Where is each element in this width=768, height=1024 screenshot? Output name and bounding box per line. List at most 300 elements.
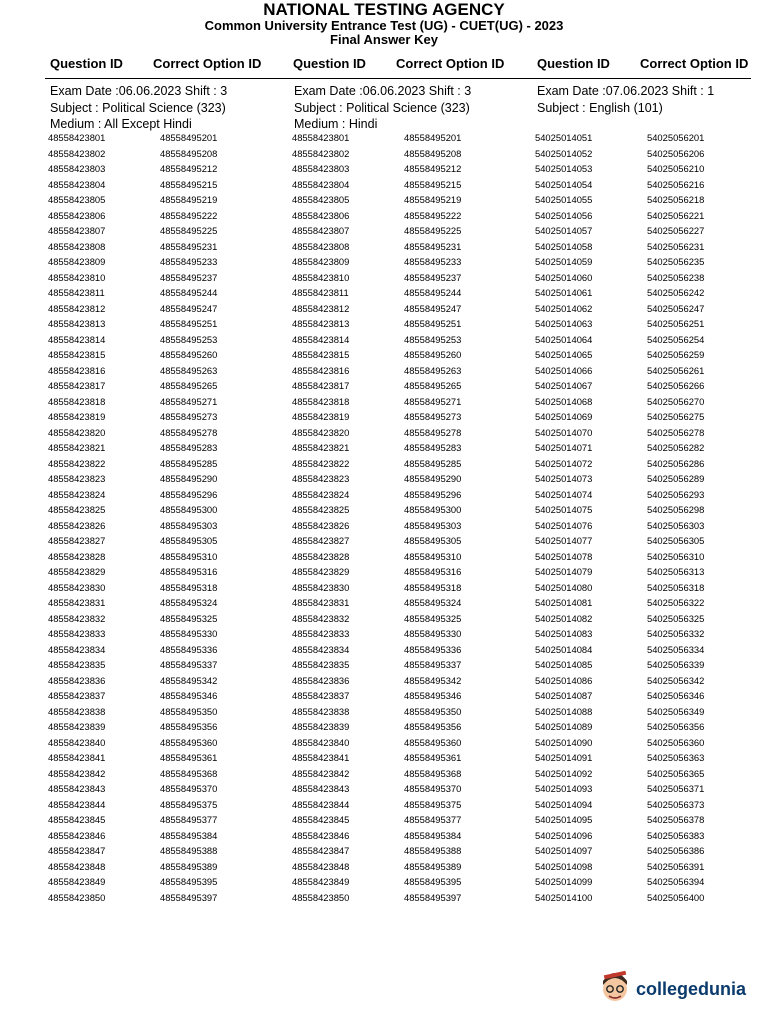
page-title: NATIONAL TESTING AGENCY	[263, 0, 505, 19]
header-divider	[45, 78, 751, 79]
table-row	[48, 270, 278, 286]
question-id-cell: 54025014061	[535, 287, 593, 298]
table-row	[535, 177, 765, 193]
table-row	[535, 750, 765, 766]
question-id-cell: 48558423812	[292, 302, 350, 314]
question-id-cell: 48558423830	[292, 581, 350, 593]
table-row	[48, 409, 278, 425]
section-subject: Subject : Political Science (323)	[50, 100, 226, 115]
question-id-cell: 48558423834	[292, 643, 350, 655]
collegedunia-logo-icon	[598, 967, 632, 1007]
table-row	[48, 502, 278, 518]
question-id-cell: 48558423842	[48, 767, 106, 779]
correct-option-id-cell: 48558495397	[160, 891, 218, 903]
correct-option-id-cell: 54025056339	[647, 659, 705, 670]
table-row	[535, 859, 765, 875]
correct-option-id-cell: 54025056254	[647, 333, 705, 345]
question-id-cell: 54025014098	[535, 860, 593, 872]
section-medium: Medium : Hindi	[294, 117, 378, 131]
question-id-cell: 54025014072	[535, 457, 593, 469]
correct-option-id-cell: 48558495222	[160, 209, 218, 221]
question-id-cell: 54025014068	[535, 395, 593, 407]
correct-option-id-cell: 48558495377	[160, 814, 218, 825]
question-id-cell: 48558423848	[292, 860, 350, 872]
table-row	[292, 161, 522, 177]
question-id-cell: 54025014093	[535, 783, 593, 794]
table-row	[535, 394, 765, 410]
table-row	[292, 409, 522, 425]
question-id-cell: 48558423802	[292, 147, 350, 159]
correct-option-id-cell: 54025056305	[647, 535, 705, 546]
question-id-cell: 54025014054	[535, 178, 593, 190]
table-row	[48, 673, 278, 689]
question-id-cell: 48558423813	[292, 318, 350, 329]
question-id-cell: 48558423826	[48, 519, 106, 531]
correct-option-id-cell: 48558495290	[160, 473, 218, 484]
correct-option-id-cell: 54025056342	[647, 674, 705, 686]
correct-option-id-cell: 48558495395	[404, 876, 462, 887]
correct-option-id-cell: 48558495346	[160, 690, 218, 701]
question-id-cell: 48558423830	[48, 581, 106, 593]
table-row	[48, 146, 278, 162]
question-id-cell: 48558423826	[292, 519, 350, 531]
table-row	[48, 533, 278, 549]
section-medium: Medium : All Except Hindi	[50, 117, 192, 131]
correct-option-id-cell: 54025056383	[647, 829, 705, 841]
correct-option-id-cell: 48558495325	[404, 612, 462, 624]
table-row	[292, 750, 522, 766]
correct-option-id-cell: 48558495389	[404, 860, 462, 872]
question-id-cell: 48558423825	[292, 504, 350, 515]
table-row	[292, 595, 522, 611]
question-id-cell: 48558423844	[292, 798, 350, 810]
question-id-cell: 48558423824	[292, 488, 350, 500]
correct-option-id-cell: 48558495397	[404, 891, 462, 903]
table-row	[48, 316, 278, 332]
correct-option-id-cell: 48558495303	[404, 519, 462, 531]
question-id-cell: 48558423804	[48, 178, 106, 190]
correct-option-id-cell: 48558495215	[160, 178, 218, 190]
table-row	[535, 657, 765, 673]
question-id-cell: 48558423848	[48, 860, 106, 872]
section-subject: Subject : Political Science (323)	[294, 100, 470, 115]
question-id-cell: 48558423816	[48, 364, 106, 376]
question-id-cell: 54025014081	[535, 597, 593, 608]
table-row	[535, 161, 765, 177]
correct-option-id-cell: 54025056259	[647, 349, 705, 360]
question-id-cell: 48558423815	[48, 349, 106, 360]
correct-option-id-cell: 48558495388	[160, 845, 218, 856]
table-row	[292, 316, 522, 332]
answer-rows-section-1	[48, 130, 278, 905]
question-id-cell: 48558423822	[48, 457, 106, 469]
answer-rows-section-3	[535, 130, 765, 905]
table-row	[292, 239, 522, 255]
correct-option-id-cell: 48558495303	[160, 519, 218, 531]
table-row	[48, 781, 278, 797]
question-id-cell: 48558423815	[292, 349, 350, 360]
question-id-cell: 48558423837	[48, 690, 106, 701]
correct-option-id-cell: 48558495253	[160, 333, 218, 345]
table-row	[535, 409, 765, 425]
table-row	[292, 611, 522, 627]
correct-option-id-cell: 48558495283	[404, 442, 462, 453]
table-row	[535, 192, 765, 208]
question-id-cell: 48558423818	[48, 395, 106, 407]
question-id-cell: 54025014071	[535, 442, 593, 453]
question-id-cell: 48558423817	[292, 380, 350, 391]
question-id-cell: 54025014066	[535, 364, 593, 376]
table-row	[48, 657, 278, 673]
table-row	[48, 812, 278, 828]
table-row	[48, 797, 278, 813]
correct-option-id-cell: 48558495300	[404, 504, 462, 515]
question-id-cell: 48558423838	[292, 705, 350, 717]
question-id-cell: 48558423818	[292, 395, 350, 407]
correct-option-id-cell: 54025056218	[647, 194, 705, 205]
table-row	[535, 595, 765, 611]
correct-option-id-cell: 54025056400	[647, 891, 705, 903]
correct-option-id-cell: 54025056242	[647, 287, 705, 298]
table-row	[292, 673, 522, 689]
correct-option-id-cell: 54025056216	[647, 178, 705, 190]
table-row	[292, 688, 522, 704]
correct-option-id-cell: 48558495237	[404, 271, 462, 283]
page-subtitle: Common University Entrance Test (UG) - CUET(UG) - 2023	[204, 18, 564, 33]
table-row	[535, 425, 765, 441]
table-row	[292, 735, 522, 751]
table-row	[292, 285, 522, 301]
table-row	[535, 812, 765, 828]
correct-option-id-cell: 48558495370	[160, 783, 218, 794]
question-id-cell: 54025014097	[535, 845, 593, 856]
table-row	[292, 580, 522, 596]
question-id-cell: 48558423840	[48, 736, 106, 748]
question-id-cell: 54025014052	[535, 147, 593, 159]
table-row	[48, 564, 278, 580]
table-row	[48, 192, 278, 208]
table-row	[535, 332, 765, 348]
table-row	[535, 363, 765, 379]
correct-option-id-cell: 48558495208	[404, 147, 462, 159]
question-id-cell: 54025014084	[535, 643, 593, 655]
correct-option-id-cell: 54025056346	[647, 690, 705, 701]
question-id-cell: 48558423825	[48, 504, 106, 515]
correct-option-id-cell: 48558495271	[404, 395, 462, 407]
table-row	[292, 719, 522, 735]
table-row	[535, 301, 765, 317]
answer-key-heading: Final Answer Key	[330, 32, 438, 47]
question-id-cell: 54025014094	[535, 798, 593, 810]
column-headers	[0, 56, 768, 72]
correct-option-id-cell: 48558495237	[160, 271, 218, 283]
section-subject: Subject : English (101)	[537, 100, 663, 115]
question-id-cell: 48558423810	[48, 271, 106, 283]
question-id-cell: 48558423842	[292, 767, 350, 779]
question-id-cell: 48558423844	[48, 798, 106, 810]
correct-option-id-cell: 54025056247	[647, 302, 705, 314]
question-id-cell: 54025014082	[535, 612, 593, 624]
column-header-correct-option-id: Correct Option ID	[640, 56, 749, 71]
question-id-cell: 54025014087	[535, 690, 593, 701]
question-id-cell: 48558423810	[292, 271, 350, 283]
question-id-cell: 48558423808	[48, 240, 106, 252]
table-row	[292, 347, 522, 363]
table-row	[292, 254, 522, 270]
table-row	[535, 890, 765, 906]
correct-option-id-cell: 48558495219	[404, 194, 462, 205]
correct-option-id-cell: 48558495285	[160, 457, 218, 469]
correct-option-id-cell: 54025056235	[647, 256, 705, 267]
correct-option-id-cell: 48558495370	[404, 783, 462, 794]
question-id-cell: 48558423845	[48, 814, 106, 825]
question-id-cell: 54025014056	[535, 209, 593, 221]
correct-option-id-cell: 54025056349	[647, 705, 705, 717]
question-id-cell: 54025014060	[535, 271, 593, 283]
table-row	[48, 440, 278, 456]
table-row	[292, 518, 522, 534]
table-row	[48, 549, 278, 565]
correct-option-id-cell: 48558495225	[160, 225, 218, 236]
question-id-cell: 54025014058	[535, 240, 593, 252]
table-row	[535, 347, 765, 363]
question-id-cell: 48558423820	[292, 426, 350, 438]
section-exam-date: Exam Date :06.06.2023 Shift : 3	[50, 84, 228, 98]
correct-option-id-cell: 54025056360	[647, 736, 705, 748]
correct-option-id-cell: 48558495305	[160, 535, 218, 546]
table-row	[48, 874, 278, 890]
table-row	[292, 657, 522, 673]
correct-option-id-cell: 54025056221	[647, 209, 705, 221]
question-id-cell: 54025014092	[535, 767, 593, 779]
correct-option-id-cell: 48558495278	[404, 426, 462, 438]
correct-option-id-cell: 48558495215	[404, 178, 462, 190]
table-row	[48, 254, 278, 270]
page-header	[0, 0, 768, 47]
correct-option-id-cell: 54025056282	[647, 442, 705, 453]
question-id-cell: 48558423823	[48, 473, 106, 484]
question-id-cell: 48558423809	[48, 256, 106, 267]
question-id-cell: 48558423832	[292, 612, 350, 624]
question-id-cell: 48558423841	[48, 752, 106, 763]
question-id-cell: 54025014057	[535, 225, 593, 236]
table-row	[292, 781, 522, 797]
table-row	[292, 363, 522, 379]
question-id-cell: 54025014064	[535, 333, 593, 345]
question-id-cell: 54025014091	[535, 752, 593, 763]
table-row	[535, 735, 765, 751]
table-row	[292, 890, 522, 906]
correct-option-id-cell: 54025056391	[647, 860, 705, 872]
question-id-cell: 48558423846	[292, 829, 350, 841]
table-row	[48, 859, 278, 875]
table-row	[48, 471, 278, 487]
question-id-cell: 48558423849	[292, 876, 350, 887]
correct-option-id-cell: 54025056201	[647, 132, 705, 143]
correct-option-id-cell: 48558495285	[404, 457, 462, 469]
correct-option-id-cell: 48558495346	[404, 690, 462, 701]
question-id-cell: 54025014062	[535, 302, 593, 314]
correct-option-id-cell: 48558495377	[404, 814, 462, 825]
table-row	[535, 254, 765, 270]
correct-option-id-cell: 48558495273	[160, 411, 218, 422]
correct-option-id-cell: 48558495263	[404, 364, 462, 376]
question-id-cell: 48558423803	[48, 163, 106, 174]
question-id-cell: 48558423821	[292, 442, 350, 453]
question-id-cell: 54025014074	[535, 488, 593, 500]
question-id-cell: 54025014088	[535, 705, 593, 717]
question-id-cell: 48558423822	[292, 457, 350, 469]
table-row	[48, 239, 278, 255]
question-id-cell: 48558423827	[292, 535, 350, 546]
table-row	[292, 456, 522, 472]
answer-rows-section-2	[292, 130, 522, 905]
correct-option-id-cell: 54025056270	[647, 395, 705, 407]
question-id-cell: 48558423843	[292, 783, 350, 794]
table-row	[292, 549, 522, 565]
table-row	[535, 502, 765, 518]
correct-option-id-cell: 48558495395	[160, 876, 218, 887]
question-id-cell: 54025014079	[535, 566, 593, 577]
question-id-cell: 48558423833	[292, 628, 350, 639]
table-row	[48, 363, 278, 379]
correct-option-id-cell: 48558495336	[404, 643, 462, 655]
table-row	[292, 859, 522, 875]
correct-option-id-cell: 48558495316	[160, 566, 218, 577]
correct-option-id-cell: 48558495324	[404, 597, 462, 608]
table-row	[48, 828, 278, 844]
table-row	[48, 688, 278, 704]
correct-option-id-cell: 48558495231	[160, 240, 218, 252]
table-row	[535, 673, 765, 689]
question-id-cell: 48558423807	[292, 225, 350, 236]
column-header-question-id: Question ID	[537, 56, 610, 71]
table-row	[292, 812, 522, 828]
correct-option-id-cell: 48558495244	[404, 287, 462, 298]
question-id-cell: 48558423814	[48, 333, 106, 345]
correct-option-id-cell: 54025056206	[647, 147, 705, 159]
question-id-cell: 54025014055	[535, 194, 593, 205]
table-row	[292, 208, 522, 224]
correct-option-id-cell: 48558495368	[404, 767, 462, 779]
correct-option-id-cell: 48558495296	[160, 488, 218, 500]
correct-option-id-cell: 48558495265	[404, 380, 462, 391]
question-id-cell: 54025014063	[535, 318, 593, 329]
question-id-cell: 54025014090	[535, 736, 593, 748]
table-row	[48, 487, 278, 503]
correct-option-id-cell: 48558495389	[160, 860, 218, 872]
correct-option-id-cell: 48558495201	[160, 132, 218, 143]
table-row	[292, 471, 522, 487]
question-id-cell: 48558423802	[48, 147, 106, 159]
table-row	[535, 487, 765, 503]
question-id-cell: 48558423847	[48, 845, 106, 856]
table-row	[292, 642, 522, 658]
correct-option-id-cell: 48558495208	[160, 147, 218, 159]
correct-option-id-cell: 54025056365	[647, 767, 705, 779]
table-row	[535, 781, 765, 797]
question-id-cell: 54025014051	[535, 132, 593, 143]
correct-option-id-cell: 48558495356	[404, 721, 462, 732]
table-row	[292, 502, 522, 518]
correct-option-id-cell: 48558495253	[404, 333, 462, 345]
table-row	[48, 580, 278, 596]
question-id-cell: 48558423835	[48, 659, 106, 670]
question-id-cell: 48558423807	[48, 225, 106, 236]
correct-option-id-cell: 48558495330	[160, 628, 218, 639]
correct-option-id-cell: 48558495361	[404, 752, 462, 763]
table-row	[48, 456, 278, 472]
correct-option-id-cell: 48558495316	[404, 566, 462, 577]
correct-option-id-cell: 48558495368	[160, 767, 218, 779]
table-row	[535, 456, 765, 472]
table-row	[292, 797, 522, 813]
correct-option-id-cell: 54025056325	[647, 612, 705, 624]
question-id-cell: 48558423819	[292, 411, 350, 422]
correct-option-id-cell: 54025056334	[647, 643, 705, 655]
table-row	[535, 704, 765, 720]
correct-option-id-cell: 54025056227	[647, 225, 705, 236]
question-id-cell: 48558423801	[292, 132, 350, 143]
table-row	[292, 487, 522, 503]
correct-option-id-cell: 48558495324	[160, 597, 218, 608]
table-row	[535, 828, 765, 844]
question-id-cell: 48558423838	[48, 705, 106, 717]
correct-option-id-cell: 48558495278	[160, 426, 218, 438]
question-id-cell: 48558423845	[292, 814, 350, 825]
table-row	[48, 626, 278, 642]
correct-option-id-cell: 48558495271	[160, 395, 218, 407]
question-id-cell: 54025014078	[535, 550, 593, 562]
question-id-cell: 54025014089	[535, 721, 593, 732]
correct-option-id-cell: 48558495231	[404, 240, 462, 252]
correct-option-id-cell: 48558495337	[160, 659, 218, 670]
table-row	[535, 285, 765, 301]
table-row	[535, 626, 765, 642]
question-id-cell: 48558423841	[292, 752, 350, 763]
table-row	[292, 192, 522, 208]
section-block	[50, 83, 227, 133]
question-id-cell: 54025014095	[535, 814, 593, 825]
table-row	[48, 208, 278, 224]
table-row	[535, 223, 765, 239]
correct-option-id-cell: 54025056293	[647, 488, 705, 500]
correct-option-id-cell: 48558495251	[404, 318, 462, 329]
question-id-cell: 54025014059	[535, 256, 593, 267]
correct-option-id-cell: 48558495222	[404, 209, 462, 221]
question-id-cell: 48558423806	[48, 209, 106, 221]
table-row	[292, 564, 522, 580]
table-row	[535, 130, 765, 146]
table-row	[292, 828, 522, 844]
table-row	[48, 378, 278, 394]
table-row	[535, 580, 765, 596]
table-row	[535, 378, 765, 394]
question-id-cell: 54025014065	[535, 349, 593, 360]
table-row	[292, 704, 522, 720]
table-row	[292, 223, 522, 239]
correct-option-id-cell: 48558495375	[160, 798, 218, 810]
correct-option-id-cell: 54025056231	[647, 240, 705, 252]
question-id-cell: 54025014080	[535, 581, 593, 593]
question-id-cell: 54025014067	[535, 380, 593, 391]
correct-option-id-cell: 48558495388	[404, 845, 462, 856]
question-id-cell: 48558423836	[292, 674, 350, 686]
table-row	[292, 301, 522, 317]
correct-option-id-cell: 48558495325	[160, 612, 218, 624]
table-row	[48, 719, 278, 735]
correct-option-id-cell: 54025056261	[647, 364, 705, 376]
